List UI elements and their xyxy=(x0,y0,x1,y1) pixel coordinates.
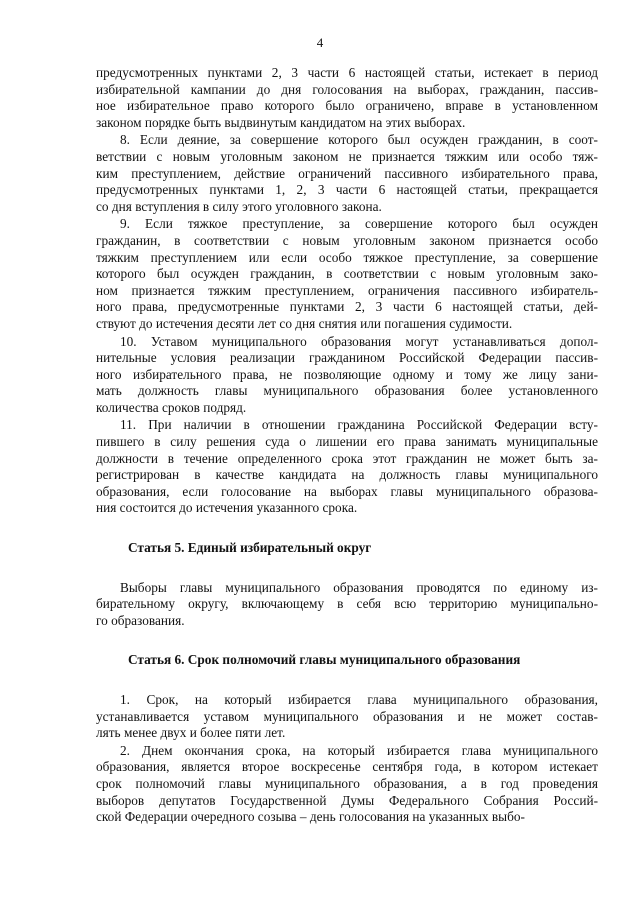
section-heading: Статья 5. Единый избирательный округ xyxy=(128,540,372,556)
text-line: ном признается тяжким преступлением, ограничения пассивного избиратель- xyxy=(96,282,598,298)
text-line: гражданин, в соответствии с новым уголовным законом признается особо xyxy=(96,232,598,248)
paragraph xyxy=(96,743,598,826)
paragraph xyxy=(96,334,598,417)
text-line: 11. При наличии в отношении гражданина Российской Федерации всту- xyxy=(120,417,598,433)
text-line: го образования. xyxy=(96,612,185,628)
text-line: ния состоится до истечения указанного срока. xyxy=(96,500,358,516)
text-line: законом порядке быть выдвинутым кандидатом на этих выборах. xyxy=(96,114,466,130)
text-line: ской Федерации очередного созыва – день голосования на указанных выбо- xyxy=(96,809,525,825)
text-line: 9. Если тяжкое преступление, за совершение которого был осужден xyxy=(120,216,598,232)
text-line: которого был осужден гражданин, в соответствии с новым уголовным зако- xyxy=(96,266,598,282)
text-line: регистрирован в качестве кандидата на должность главы муниципального xyxy=(96,467,598,483)
text-line: должности в течение определенного срока этот гражданин не может быть за- xyxy=(96,450,598,466)
text-line: пившего в силу решения суда о лишении его права занимать муниципальные xyxy=(96,434,598,450)
section-heading: Статья 6. Срок полномочий главы муниципального образования xyxy=(128,652,521,668)
text-line: ким преступлением, действие ограничений пассивного избирательного права, xyxy=(96,165,598,181)
text-line: количества сроков подряд. xyxy=(96,399,247,415)
text-line: ного избирательного права, не позволяющие одному и тому же лицу зани- xyxy=(96,366,598,382)
text-line: нительные условия реализации гражданином Российской Федерации пассив- xyxy=(96,350,598,366)
text-line: лять менее двух и более пяти лет. xyxy=(96,725,286,741)
paragraph xyxy=(96,417,598,517)
paragraph xyxy=(96,580,598,630)
text-line: устанавливается уставом муниципального образования и не может состав- xyxy=(96,708,598,724)
text-line: мать должность главы муниципального образования более установленного xyxy=(96,383,598,399)
text-line: предусмотренных пунктами 1, 2, 3 части 6 настоящей статьи, прекращается xyxy=(96,182,598,198)
text-line: бирательному округу, включающему в себя всю территорию муниципально- xyxy=(96,596,598,612)
text-line: Выборы главы муниципального образования проводятся по единому из- xyxy=(120,579,598,595)
text-line: избирательной кампании до дня голосования на выборах, гражданин, пассив- xyxy=(96,81,598,97)
text-line: предусмотренных пунктами 2, 3 части 6 настоящей статьи, истекает в период xyxy=(96,65,598,80)
text-line: 2. Днем окончания срока, на который избирается глава муниципального xyxy=(120,742,598,758)
text-line: 8. Если деяние, за совершение которого был осужден гражданин, в соот- xyxy=(120,132,598,148)
text-line: 10. Уставом муниципального образования могут устанавливаться допол- xyxy=(120,333,598,349)
page-number: 4 xyxy=(316,35,324,50)
text-line: ное избирательное право которого было ограничено, вправе в установленном xyxy=(96,98,598,114)
paragraph xyxy=(96,65,598,131)
text-line: тяжким преступлением или если особо тяжкое преступление, за совершение xyxy=(96,249,598,265)
text-line: 1. Срок, на который избирается глава муниципального образования, xyxy=(120,692,598,707)
paragraph xyxy=(96,692,598,742)
text-line: ветствии с новым уголовным законом не признается тяжким или особо тяж- xyxy=(96,148,598,164)
paragraph xyxy=(96,132,598,215)
text-line: образования, если голосование на выборах главы муниципального образова- xyxy=(96,483,598,499)
text-line: ного права, предусмотренные пунктами 2, 3 части 6 настоящей статьи, дей- xyxy=(96,299,598,315)
text-line: ствуют до истечения десяти лет со дня снятия или погашения судимости. xyxy=(96,315,513,331)
paragraph xyxy=(96,216,598,332)
text-line: срок полномочий главы муниципального образования, а в год проведения xyxy=(96,775,598,791)
document-body xyxy=(96,65,598,827)
text-line: образования, является второе воскресенье сентября года, в котором истекает xyxy=(96,759,598,775)
text-line: выборов депутатов Государственной Думы Федерального Собрания Россий- xyxy=(96,792,598,808)
text-line: со дня вступления в силу этого уголовного закона. xyxy=(96,198,382,214)
